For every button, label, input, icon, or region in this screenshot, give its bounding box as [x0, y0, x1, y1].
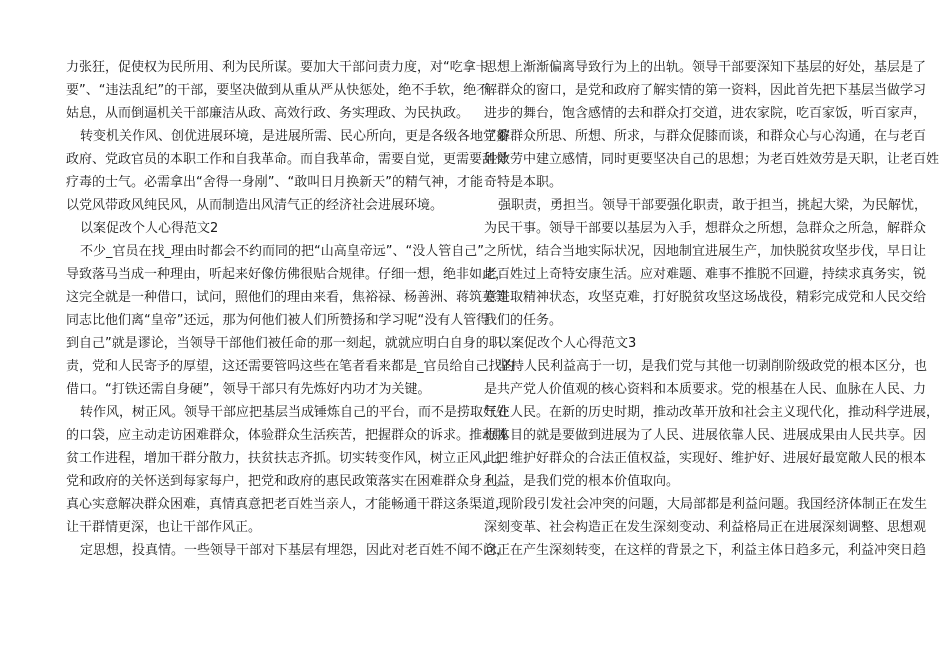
- text-line: 政府、党政官员的本职工作和自我革命。而自我革命，需要自觉，更需要刮骨: [66, 152, 509, 167]
- text-line: 为民干事。领导干部要以基层为入手，想群众之所想，急群众之所急，解群众: [484, 221, 927, 236]
- text-line: 转作风，树正风。领导干部应把基层当成锤炼自己的平台，而不是捞取好处: [80, 405, 510, 420]
- text-line: 意进取精神状态，攻坚克难，打好脱贫攻坚这场战役，精彩完成党和人民交给: [484, 290, 927, 305]
- text-line: 之所忧，结合当地实际状况，因地制宜进展生产，加快脱贫攻坚步伐，早日让: [484, 244, 927, 259]
- left-text-column: [66, 56, 515, 562]
- text-line: 奇特是本职。: [484, 175, 563, 190]
- text-line: 党和政府的关怀送到每家每户，把党和政府的惠民政策落实在困难群众身上。: [66, 474, 509, 489]
- text-line: 念正在产生深刻转变，在这样的背景之下，利益主体日趋多元，利益冲突日趋: [484, 543, 927, 558]
- text-line: 要”、“违法乱纪”的干部，要坚决做到从重从严从快惩处，绝不手软，绝不: [66, 83, 490, 98]
- text-line: 姓效劳中建立感情，同时更要坚决自己的思想；为老百姓效劳是天职，让老百姓: [484, 152, 940, 167]
- text-line: 根本目的就是要做到进展为了人民、进展依靠人民、进展成果由人民共享。因: [484, 428, 927, 443]
- text-line: 气在人民。在新的历史时期，推动改革开放和社会主义现代化，推动科学进展，: [484, 405, 940, 420]
- text-line: 老百姓过上奇特安康生活。应对难题、难事不推脱不回避，持续求真务实，锐: [484, 267, 927, 282]
- text-line: 强职责，勇担当。领导干部要强化职责，敢于担当，挑起大梁，为民解忧，: [498, 198, 928, 213]
- text-line: 力张狂，促使权为民所用、利为民所谋。要加大干部问责力度，对“吃拿卡: [66, 60, 489, 75]
- text-line: 思想上渐渐偏离导致行为上的出轨。领导干部要深知下基层的好处，基层是了: [484, 60, 927, 75]
- text-line: 定思想，投真情。一些领导干部对下基层有埋怨，因此对老百姓不闻不问，: [80, 543, 510, 558]
- text-line: 转变机关作风、创优进展环境，是进展所需、民心所向，更是各级各地党委: [80, 129, 510, 144]
- text-line: 到自己”就是谬论，当领导干部他们被任命的那一刻起，就就应明白自身的职: [66, 336, 502, 351]
- text-line: 解群众的窗口，是党和政府了解实情的第一资料，因此首先把下基层当做学习: [484, 83, 927, 98]
- text-line: 深刻变革、社会构造正在发生深刻变动、利益格局正在进展深刻调整、思想观: [484, 520, 927, 535]
- text-line: 责，党和人民寄予的厚望，这还需要管吗这些在笔者看来都是_官员给自己找的: [66, 359, 515, 374]
- text-line: 同志比他们离“皇帝”还远，那为何他们被人们所赞扬和学习呢“没有人管得: [66, 313, 490, 328]
- text-line: 真心实意解决群众困难，真情真意把老百姓当亲人，才能畅通干群这条渠道，: [66, 497, 509, 512]
- text-line: 让干群情更深，也让干部作风正。: [66, 520, 262, 535]
- text-line: 是共产党人价值观的核心资料和本质要求。党的根基在人民、血脉在人民、力: [484, 382, 927, 397]
- text-line: 坚持人民利益高于一切，是我们党与其他一切剥削阶级政党的根本区分，也: [498, 359, 928, 374]
- text-line: 此，维护好群众的合法正值权益，实现好、维护好、进展好最宽敞人民的根本: [484, 451, 927, 466]
- text-line: 这完全就是一种借口，试问，照他们的理由来看，焦裕禄、杨善洲、蒋筑英等: [66, 290, 509, 305]
- section-heading: 以案促改个人心得范文3: [498, 336, 637, 351]
- text-line: 疗毒的士气。必需拿出“舍得一身剐”、“敢叫日月换新天”的精气神，才能: [66, 175, 483, 190]
- text-line: 现阶段引发社会冲突的问题，大局部都是利益问题。我国经济体制正在发生: [498, 497, 928, 512]
- text-line: 进步的舞台，饱含感情的去和群众打交道，进农家院，吃百家饭，听百家声，: [484, 106, 927, 121]
- text-line: 贫工作进程，增加干群分散力，扶贫扶志齐抓。切实转变作风，树立正风，把: [66, 451, 509, 466]
- right-text-column: [484, 56, 940, 562]
- text-line: 利益，是我们党的根本价值取向。: [484, 474, 680, 489]
- section-heading: 以案促改个人心得范文2: [80, 221, 219, 236]
- text-line: 的口袋，应主动走访困难群众，体验群众生活疾苦，把握群众的诉求。推动脱: [66, 428, 509, 443]
- text-line: 不少_官员在找_理由时都会不约而同的把“山高皇帝远”、“没人管自己”: [80, 244, 484, 259]
- text-line: 我们的任务。: [484, 313, 563, 328]
- text-line: 姑息，从而倒逼机关干部廉洁从政、高效行政、务实理政、为民执政。: [66, 106, 470, 121]
- text-line: 导致落马当成一种理由，听起来好像仿佛很贴合规律。仔细一想，绝非如此，: [66, 267, 509, 282]
- text-line: 了解群众所思、所想、所求，与群众促膝而谈，和群众心与心沟通，在与老百: [484, 129, 927, 144]
- text-line: 以党风带政风纯民风，从而制造出风清气正的经济社会进展环境。: [66, 198, 444, 213]
- text-line: 借口。“打铁还需自身硬”，领导干部只有先炼好内功才为关键。: [66, 382, 431, 397]
